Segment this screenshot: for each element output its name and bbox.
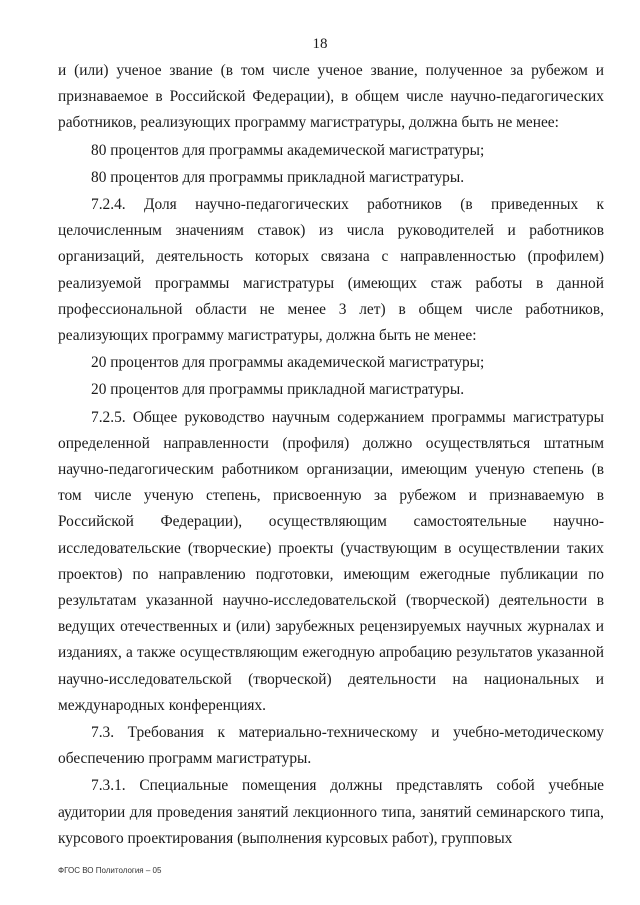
document-footer: ФГОС ВО Политология – 05 xyxy=(58,866,162,875)
paragraph-7-3: 7.3. Требования к материально-техническому и учебно-методическому обеспечению программ магистратуры. xyxy=(58,724,604,768)
paragraph-7-3-1: 7.3.1. Специальные помещения должны представлять собой учебные аудитории для проведения занятий лекционного типа, занятий семинарского типа, курсового проектирования (выполнения курсовых работ), групповых xyxy=(58,777,604,847)
document-body xyxy=(58,58,604,852)
paragraph-academic-80: 80 процентов для программы академической магистратуры; xyxy=(91,141,485,159)
paragraph-7-2-5: 7.2.5. Общее руководство научным содержанием программы магистратуры определенной направленности (профиля) должно осуществляться штатным научно-педагогическим работником организации, имеющим ученую степень (в том числе ученую степень, присвоенную за рубежом и признаваемую в Российской Федерации), осуществляющим самостоятельные научно-исследовательские (творческие) проекты (участвующим в осуществлении таких проектов) по направлению подготовки, имеющим ежегодные публикации по результатам указанной научно-исследовательской (творческой) деятельности в ведущих отечественных и (или) зарубежных рецензируемых научных журналах и изданиях, а также осуществляющим ежегодную апробацию результатов указанной научно-исследовательской (творческой) деятельности на национальных и международных конференциях. xyxy=(58,408,604,714)
paragraph-applied-20: 20 процентов для программы прикладной магистратуры. xyxy=(91,381,465,399)
paragraph-7-2-4: 7.2.4. Доля научно-педагогических работников (в приведенных к целочисленным значениям ставок) из числа руководителей и работников организаций, деятельность которых связана с направленностью (профилем) реализуемой программы магистратуры (имеющих стаж работы в данной профессиональной области не менее 3 лет) в общем числе работников, реализующих программу магистратуры, должна быть не менее: xyxy=(58,196,604,345)
paragraph-academic-20: 20 процентов для программы академической магистратуры; xyxy=(91,354,485,372)
page-number: 18 xyxy=(312,36,328,52)
paragraph-continuation: и (или) ученое звание (в том числе ученое звание, полученное за рубежом и признаваемое в Российской Федерации), в общем числе научно-педагогических работников, реализующих программу магистратуры, должна быть не менее: xyxy=(58,62,604,132)
paragraph-applied-80: 80 процентов для программы прикладной магистратуры. xyxy=(91,168,465,186)
